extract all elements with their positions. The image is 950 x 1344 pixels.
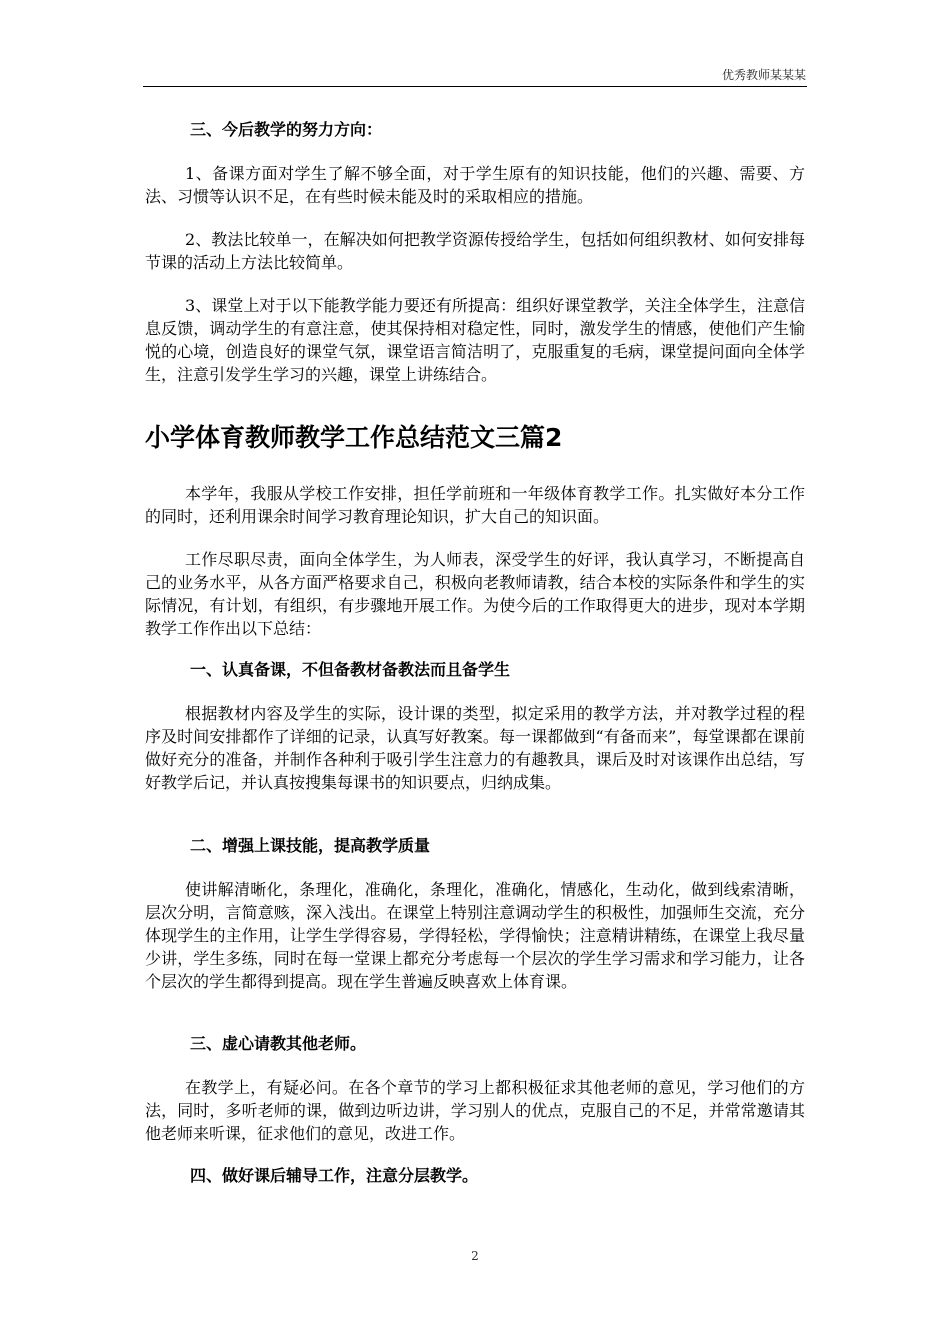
- paragraph-section-1: 根据教材内容及学生的实际，设计课的类型，拟定采用的教学方法，并对教学过程的程序及时间安排都作了详细的记录，认真写好教案。每一课都做到“有备而来”，每堂课都在课前做好充分的准备，并制作各种利于吸引学生注意力的有趣教具，课后及时对该课作出总结，写好教学后记，并认真按搜集每课书的知识要点，归纳成集。: [145, 704, 805, 792]
- section-heading-1: 一、认真备课，不但备教材备教法而且备学生: [190, 660, 511, 679]
- paragraph-intro-1: 本学年，我服从学校工作安排，担任学前班和一年级体育教学工作。扎实做好本分工作的同时，还利用课余时间学习教育理论知识，扩大自己的知识面。: [145, 484, 805, 526]
- paragraph-future-3: 3、课堂上对于以下能教学能力要还有所提高：组织好课堂教学，关注全体学生，注意信息反馈，调动学生的有意注意，使其保持相对稳定性，同时，激发学生的情感，使他们产生愉悦的心境，创造良好的课堂气氛，课堂语言简洁明了，克服重复的毛病，课堂提问面向全体学生，注意引发学生学习的兴趣，课堂上讲练结合。: [145, 296, 805, 384]
- page-number: 2: [471, 1249, 479, 1263]
- section-heading-future: 三、今后教学的努力方向：: [190, 120, 383, 139]
- paragraph-section-3: 在教学上，有疑必问。在各个章节的学习上都积极征求其他老师的意见，学习他们的方法，同时，多听老师的课，做到边听边讲，学习别人的优点，克服自己的不足，并常常邀请其他老师来听课，征求他们的意见，改进工作。: [145, 1078, 805, 1143]
- section-heading-2: 二、增强上课技能，提高教学质量: [190, 836, 431, 855]
- paragraph-section-2: 使讲解清晰化，条理化，准确化，条理化，准确化，情感化，生动化，做到线索清晰，层次分明，言简意赅，深入浅出。在课堂上特别注意调动学生的积极性，加强师生交流，充分体现学生的主作用，让学生学得容易，学得轻松，学得愉快；注意精讲精练，在课堂上我尽量少讲，学生多练，同时在每一堂课上都充分考虑每一个层次的学生学习需求和学习能力，让各个层次的学生都得到提高。现在学生普遍反映喜欢上体育课。: [145, 880, 805, 991]
- page-header-author: 优秀教师某某某: [721, 68, 806, 82]
- paragraph-intro-2: 工作尽职尽责，面向全体学生，为人师表，深受学生的好评，我认真学习，不断提高自己的业务水平，从各方面严格要求自己，积极向老教师请教，结合本校的实际条件和学生的实际情况，有计划，有组织，有步骤地开展工作。为使今后的工作取得更大的进步，现对本学期教学工作作出以下总结：: [145, 550, 805, 638]
- paragraph-future-2: 2、教法比较单一，在解决如何把教学资源传授给学生，包括如何组织教材、如何安排每节课的活动上方法比较简单。: [145, 230, 805, 272]
- section-heading-3: 三、虚心请教其他老师。: [190, 1034, 367, 1053]
- paragraph-future-1: 1、备课方面对学生了解不够全面，对于学生原有的知识技能，他们的兴趣、需要、方法、习惯等认识不足，在有些时候未能及时的采取相应的措施。: [145, 164, 805, 206]
- section-heading-4: 四、做好课后辅导工作，注意分层教学。: [190, 1166, 479, 1185]
- document-title: 小学体育教师教学工作总结范文三篇2: [145, 423, 563, 452]
- header-divider: [143, 86, 807, 87]
